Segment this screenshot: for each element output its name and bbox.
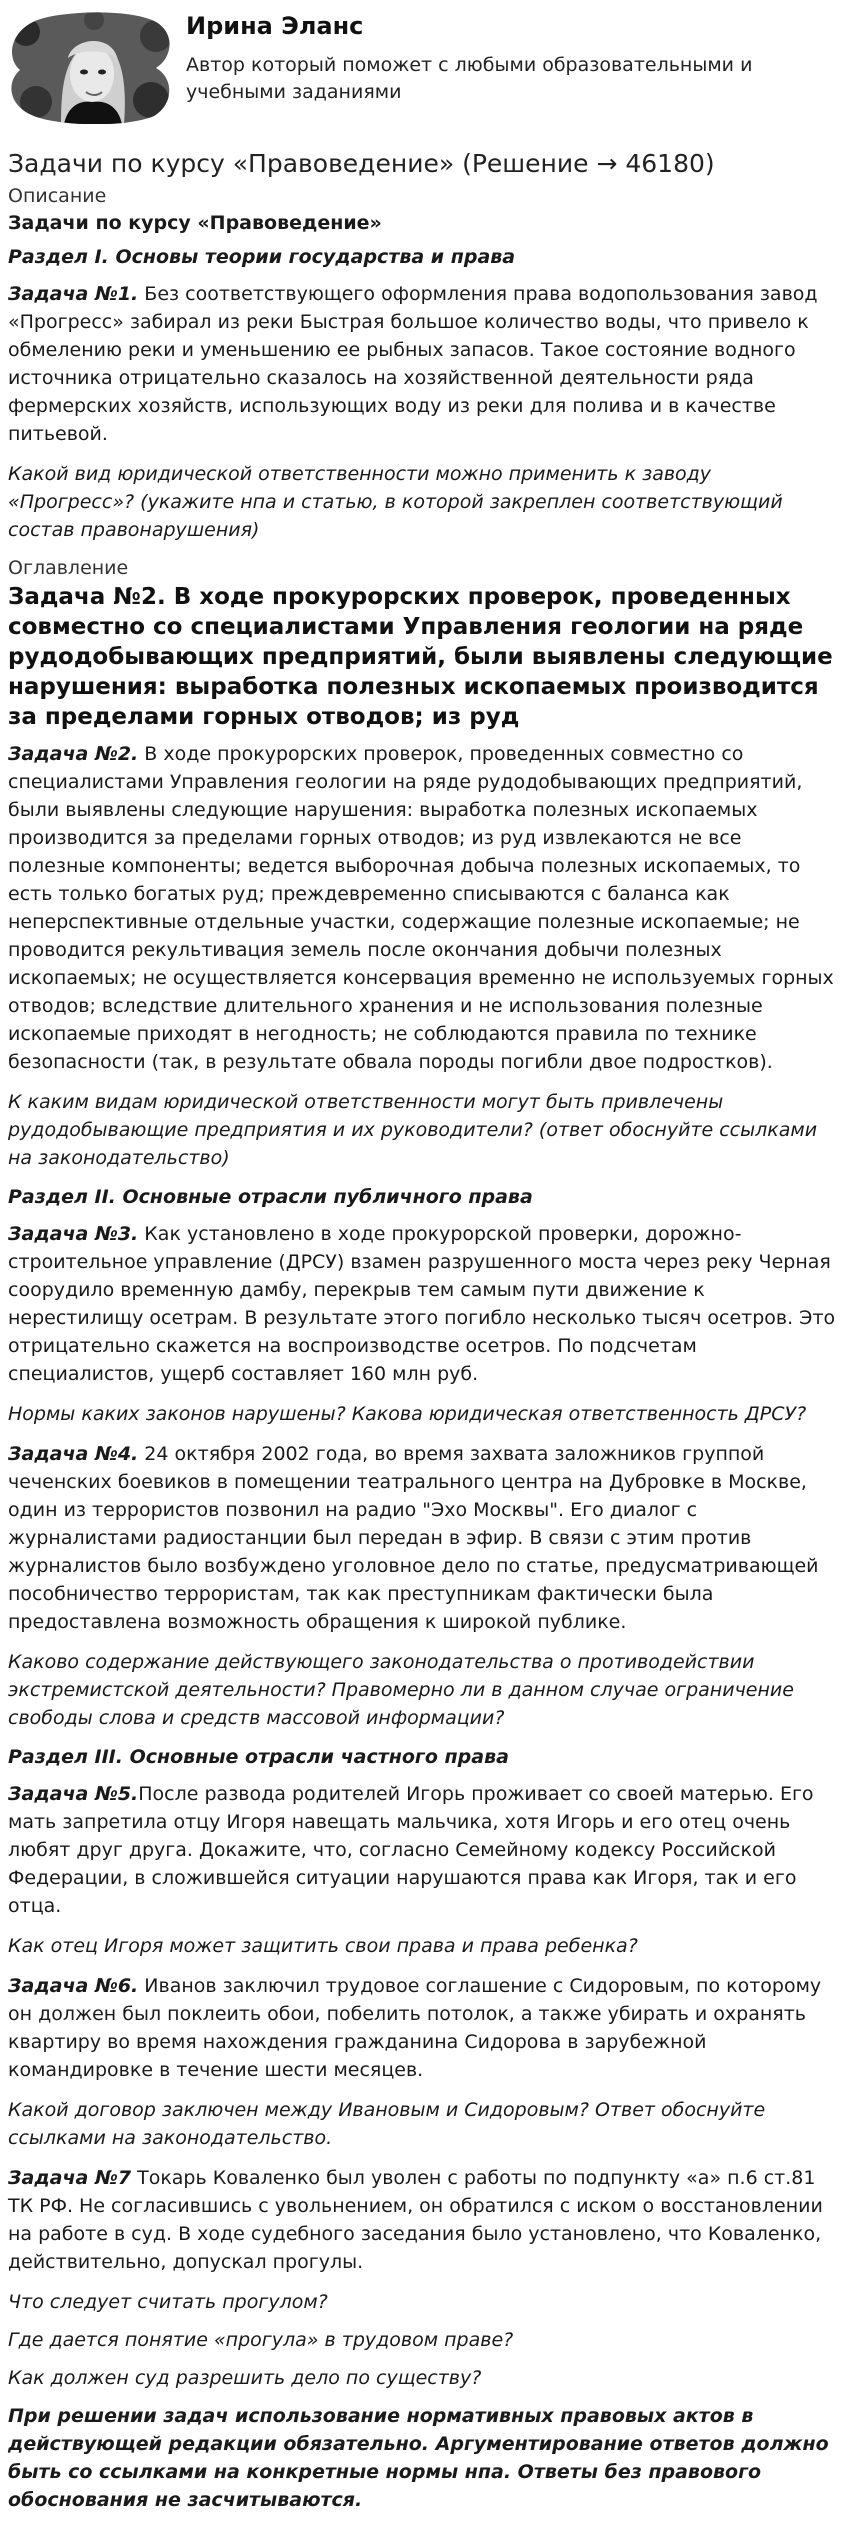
task-3-text: Как установлено в ходе прокурорской проверки, дорожно-строительное управление (ДРСУ) взамен разрушенного моста через реку Черная соорудило временную дамбу, перекрыв тем самым пути движение к нерестилищу осетрам. В результате этого погибло несколько тысяч осетров. Это отрицательно скажется на воспроизводстве осетров. По подсчетам специалистов, ущерб составляет 160 млн руб. bbox=[8, 1223, 836, 1385]
description-label: Описание bbox=[8, 185, 107, 207]
task-1 bbox=[8, 280, 840, 448]
task-6 bbox=[8, 1972, 840, 2084]
task-6-text: Иванов заключил трудовое соглашение с Сидоровым, по которому он должен был поклеить обои, побелить потолок, а также убирать и охранять квартиру во время нахождения гражданина Сидорова в зарубежной командировке в течение шести месяцев. bbox=[8, 1975, 822, 2081]
toc-heading: Задача №2. В ходе прокурорских проверок, проведенных совместно со специалистами Управления геологии на ряде рудодобывающих предприятий, были выявлены следующие нарушения: выработка полезных ископаемых производится за пределами горных отводов; из руд bbox=[8, 584, 833, 730]
page-title: Задачи по курсу «Правоведение» (Решение → 46180) bbox=[8, 149, 715, 178]
task-1-question: Какой вид юридической ответственности можно применить к заводу «Прогресс»? (укажите нпа и статью, в которой закреплен соответствующий состав правонарушения) bbox=[8, 463, 783, 541]
task-2 bbox=[8, 740, 840, 1076]
task-7-text: Токарь Коваленко был уволен с работы по подпункту «а» п.6 ст.81 ТК РФ. Не согласившись с увольнением, он обратился с иском о восстановлении на работе в суд. В ходе судебного заседания было установлено, что Коваленко, действительно, допускал прогулы. bbox=[8, 2167, 823, 2273]
toc-label: Оглавление bbox=[8, 557, 129, 579]
intro-heading: Задачи по курсу «Правоведение» bbox=[8, 212, 382, 234]
task-4 bbox=[8, 1440, 840, 1636]
task-6-question: Какой договор заключен между Ивановым и Сидоровым? Ответ обоснуйте ссылками на законодательство. bbox=[8, 2099, 766, 2149]
task-4-label: Задача №4. bbox=[8, 1443, 139, 1465]
task-5-question: Как отец Игоря может защитить свои права и права ребенка? bbox=[8, 1935, 638, 1957]
task-2-text: В ходе прокурорских проверок, проведенных совместно со специалистами Управления геологии на ряде рудодобывающих предприятий, были выявлены следующие нарушения: выработка полезных ископаемых производится за пределами горных отводов; из руд извлекаются не все полезные компоненты; ведется выборочная добыча полезных ископаемых, то есть только богатых руд; преждевременно списываются с баланса как неперспективные отдельные участки, содержащие полезные ископаемые; не проводится рекультивация земель после окончания добычи полезных ископаемых; не осуществляется консервация временно не используемых горных отводов; вследствие длительного хранения и не использования полезные ископаемые приходят в негодность; не соблюдаются правила по технике безопасности (так, в результате обвала породы погибли двое подростков). bbox=[8, 743, 834, 1073]
author-description: Автор который поможет с любыми образовательными и учебными заданиями bbox=[186, 54, 753, 103]
section-heading-2: Раздел II. Основные отрасли публичного права bbox=[8, 1186, 533, 1208]
task-7-question-1: Что следует считать прогулом? bbox=[8, 2291, 328, 2313]
avatar-image bbox=[6, 12, 174, 124]
author-name[interactable]: Ирина Эланс bbox=[186, 12, 364, 40]
task-1-text: Без соответствующего оформления права водопользования завод «Прогресс» забирал из реки Быстрая большое количество воды, что привело к обмелению реки и уменьшению ее рыбных запасов. Такое состояние водного источника отрицательно сказалось на хозяйственной деятельности ряда фермерских хозяйств, использующих воду из реки для полива и в качестве питьевой. bbox=[8, 283, 818, 445]
task-3 bbox=[8, 1220, 840, 1388]
task-3-label: Задача №3. bbox=[8, 1223, 139, 1245]
task-6-label: Задача №6. bbox=[8, 1975, 139, 1997]
section-heading-3: Раздел III. Основные отрасли частного права bbox=[8, 1746, 509, 1768]
task-7-question-3: Как должен суд разрешить дело по существу? bbox=[8, 2367, 482, 2389]
task-7 bbox=[8, 2164, 840, 2276]
task-7-question-2: Где дается понятие «прогула» в трудовом праве? bbox=[8, 2329, 514, 2351]
section-heading-1: Раздел I. Основы теории государства и права bbox=[8, 246, 516, 268]
task-7-label: Задача №7 bbox=[8, 2167, 132, 2189]
task-5 bbox=[8, 1780, 840, 1920]
task-3-question: Нормы каких законов нарушены? Какова юридическая ответственность ДРСУ? bbox=[8, 1403, 807, 1425]
task-4-question: Каково содержание действующего законодательства о противодействии экстремистской деятельности? Правомерно ли в данном случае ограничение свободы слова и средств массовой информации? bbox=[8, 1651, 794, 1729]
task-1-label: Задача №1. bbox=[8, 283, 139, 305]
task-2-label: Задача №2. bbox=[8, 743, 139, 765]
task-4-text: 24 октября 2002 года, во время захвата заложников группой чеченских боевиков в помещении театрального центра на Дубровке в Москве, один из террористов позвонил на радио "Эхо Москвы". Его диалог с журналистами радиостанции был передан в эфир. В связи с этим против журналистов было возбуждено уголовное дело по статье, предусматривающей пособничество террористам, так как преступникам фактически была предоставлена возможность обращения к широкой публике. bbox=[8, 1443, 819, 1633]
task-5-text: После развода родителей Игорь проживает со своей матерью. Его мать запретила отцу Игоря навещать мальчика, хотя Игорь и его отец очень любят друг друга. Докажите, что, согласно Семейному кодексу Российской Федерации, в сложившейся ситуации нарушаются права как Игоря, так и его отца. bbox=[8, 1783, 814, 1917]
avatar[interactable] bbox=[6, 12, 174, 124]
task-2-question: К каким видам юридической ответственности могут быть привлечены рудодобывающие предприятия и их руководители? (ответ обоснуйте ссылками на законодательство) bbox=[8, 1091, 818, 1169]
author-card bbox=[0, 0, 847, 135]
document-content bbox=[8, 148, 840, 2514]
final-note: При решении задач использование нормативных правовых актов в действующей редакции обязательно. Аргументирование ответов должно быть со ссылками на конкретные нормы нпа. Ответы без правового обоснования не засчитываются. bbox=[8, 2405, 829, 2511]
task-5-label: Задача №5. bbox=[8, 1783, 139, 1805]
